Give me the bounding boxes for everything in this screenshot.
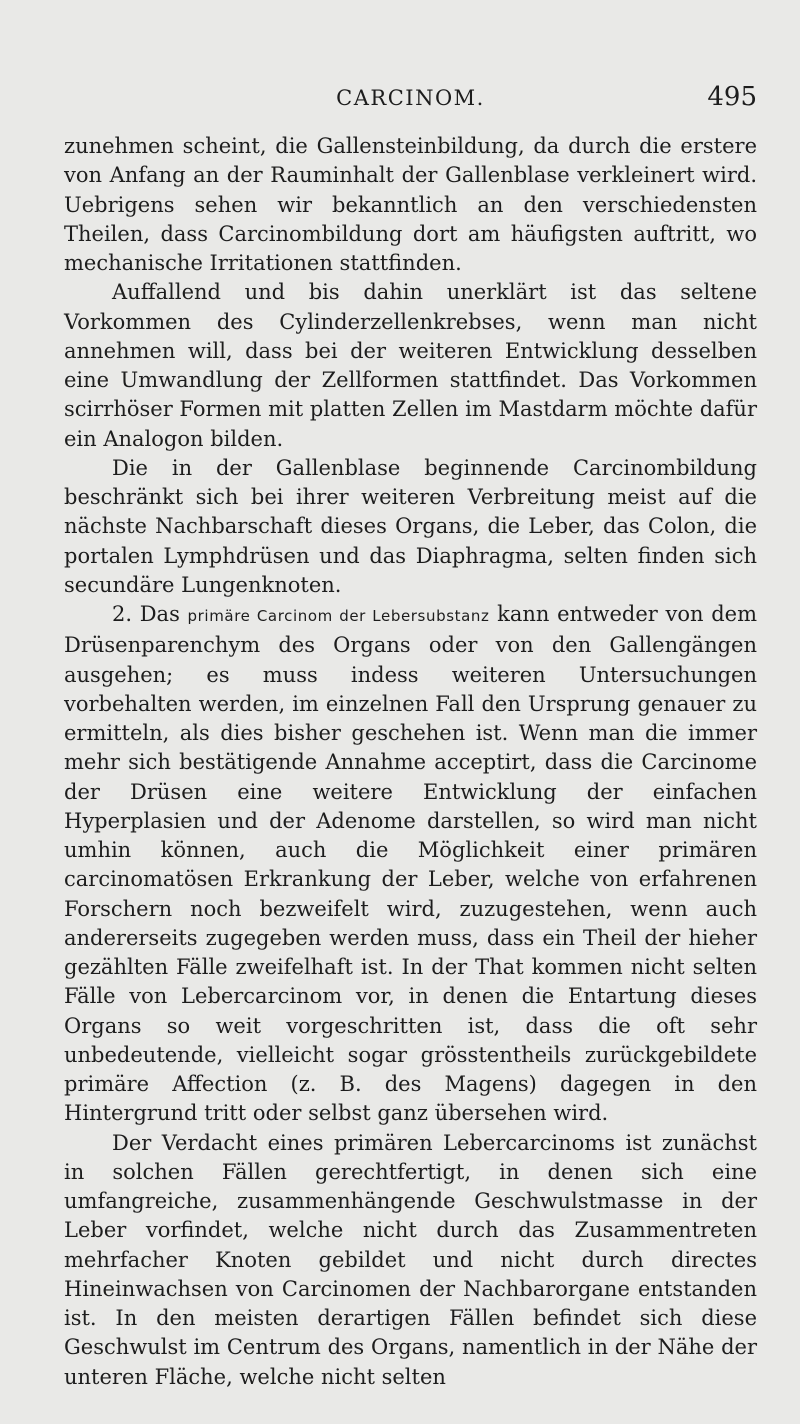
body-text <box>64 132 757 1392</box>
paragraph-4-text: kann entweder von dem Drüsenparenchym des Organs oder von den Gallengängen ausgehen; es muss indess weiteren Untersuchungen vorbehalten werden, im einzelnen Fall den Ursprung genauer zu ermitteln, als dies bisher geschehen ist. Wenn man die immer mehr sich bestätigende Annahme acceptirt, dass die Carcinome der Drüsen eine weitere Entwicklung der einfachen Hyperplasien und der Adenome darstellen, so wird man nicht umhin können, auch die Möglichkeit einer primären carcinomatösen Erkrankung der Leber, welche von erfahrenen Forschern noch bezweifelt wird, zuzugestehen, wenn auch andererseits zugegeben werden muss, dass ein Theil der hieher gezählten Fälle zweifelhaft ist. In der That kommen nicht selten Fälle von Lebercarcinom vor, in denen die Entartung dieses Organs so weit vorgeschritten ist, dass die oft sehr unbedeutende, vielleicht sogar grösstentheils zurückgebildete primäre Affection (z. B. des Magens) dagegen in den Hintergrund tritt oder selbst ganz übersehen wird. <box>64 602 757 1126</box>
running-head: CARCINOM. <box>336 86 485 110</box>
paragraph-5: Der Verdacht eines primären Lebercarcinoms ist zunächst in solchen Fällen gerechtfertigt, in denen sich eine umfangreiche, zusammenhängende Geschwulstmasse in der Leber vorfindet, welche nicht durch das Zusammentreten mehrfacher Knoten gebildet und nicht durch directes Hineinwachsen von Carcinomen der Nachbarorgane entstanden ist. In den meisten derartigen Fällen befindet sich diese Geschwulst im Centrum des Organs, namentlich in der Nähe der unteren Fläche, welche nicht selten <box>64 1130 757 1389</box>
page-number: 495 <box>707 82 757 112</box>
paragraph-4 <box>64 600 757 1129</box>
paragraph-2: Auffallend und bis dahin unerklärt ist das seltene Vorkommen des Cylinderzellenkrebses, wenn man nicht annehmen will, dass bei der weiteren Entwicklung desselben eine Umwandlung der Zellformen stattfindet. Das Vorkommen scirrhöser Formen mit platten Zellen im Mastdarm möchte dafür ein Analogon bilden. <box>64 280 757 451</box>
paragraph-3: Die in der Gallenblase beginnende Carcinombildung beschränkt sich bei ihrer weiteren Verbreitung meist auf die nächste Nachbarschaft dieses Organs, die Leber, das Colon, die portalen Lymphdrüsen und das Diaphragma, selten finden sich secundäre Lungenknoten. <box>64 455 757 597</box>
page-header <box>64 80 757 120</box>
paragraph-4-lead: 2. Das <box>112 602 180 626</box>
section-heading-primary-carcinoma: primäre Carcinom der Lebersubstanz <box>187 607 490 625</box>
paragraph-1: zunehmen scheint, die Gallensteinbildung, da durch die erstere von Anfang an der Rauminhalt der Gallenblase verkleinert wird. Uebrigens sehen wir bekanntlich an den verschiedensten Theilen, dass Carcinombildung dort am häufigsten auftritt, wo mechanische Irritationen stattfinden. <box>64 134 757 275</box>
